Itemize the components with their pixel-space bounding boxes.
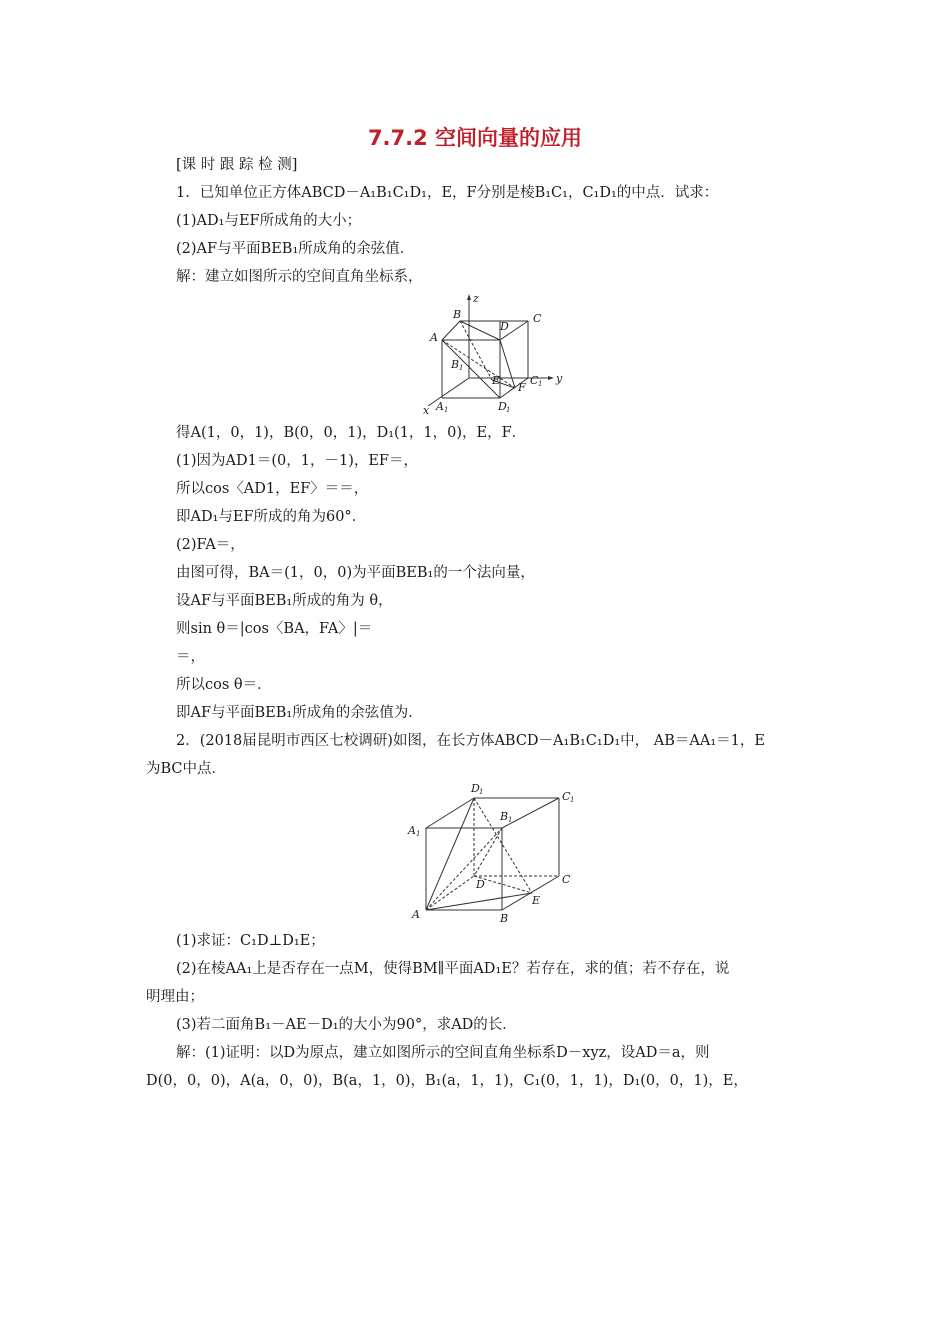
page-title: 7.7.2 空间向量的应用 (367, 126, 583, 150)
fig1-label: E (492, 374, 501, 387)
problem-2-statement-cont: 为BC中点． (146, 761, 227, 777)
fig1-label: D (500, 320, 509, 333)
problem-2-part-3: (3)若二面角B₁－AE－D₁的大小为90°，求AD的长． (176, 1017, 517, 1033)
solution-1-step: 所以cos θ＝． (176, 677, 272, 693)
fig1-label: C (530, 374, 539, 387)
solution-1-conclusion: 即AF与平面BEB₁所成角的余弦值为． (176, 705, 423, 721)
fig1-label: A (430, 331, 438, 344)
fig1-label: 1 (538, 380, 543, 388)
fig1-label: A (436, 400, 444, 413)
fig1-label: z (473, 292, 479, 305)
fig2-label: D (471, 782, 480, 795)
fig2-label: 1 (570, 796, 575, 804)
fig2-label: A (412, 908, 420, 921)
section-heading: [课 时 跟 踪 检 测] (176, 157, 298, 173)
problem-2-part-2-cont: 明理由； (146, 989, 204, 1005)
solution-1-coordinates: 得A(1，0，1)，B(0，0，1)，D₁(1，1，0)，E，F． (176, 425, 527, 441)
fig1-label: B (453, 308, 462, 321)
fig1-label: 1 (444, 406, 449, 414)
fig2-label: C (562, 873, 571, 886)
fig1-label: D (498, 400, 507, 413)
fig2-label: D (476, 878, 485, 891)
fig2-label: E (532, 894, 541, 907)
fig1-label: B (451, 358, 460, 371)
cube-figure (420, 288, 580, 418)
solution-1-step: (2)FA＝， (176, 537, 245, 553)
fig1-label: x (423, 404, 430, 417)
fig2-label: 1 (416, 830, 421, 838)
fig2-label: 1 (508, 816, 513, 824)
fig1-label: 1 (459, 364, 464, 372)
solution-1-step: 则sin θ＝|cos〈BA，FA〉|＝ (176, 621, 373, 637)
problem-1-part-2: (2)AF与平面BEB₁所成角的余弦值． (176, 241, 415, 257)
solution-1-step: 即AD₁与EF所成的角为60°． (176, 509, 367, 525)
problem-1-part-1: (1)AD₁与EF所成角的大小； (176, 213, 362, 229)
problem-2-statement: 2．(2018届昆明市西区七校调研)如图，在长方体ABCD－A₁B₁C₁D₁中， AB＝AA₁＝1，E (176, 733, 765, 749)
fig1-label: C (533, 312, 542, 325)
fig1-label: F (518, 381, 526, 394)
fig2-label: A (408, 824, 416, 837)
fig1-label: y (556, 372, 563, 385)
solution-1-step: (1)因为AD1＝(0，1，－1)，EF＝， (176, 453, 418, 469)
solution-2-intro: 解：(1)证明：以D为原点，建立如图所示的空间直角坐标系D－xyz，设AD＝a，则 (176, 1045, 710, 1061)
fig2-label: 1 (479, 788, 484, 796)
fig2-label: B (500, 810, 509, 823)
solution-2-coordinates: D(0，0，0)，A(a，0，0)，B(a，1，0)，B₁(a，1，1)，C₁(0，1，1)，D₁(0，0，1)，E， (146, 1073, 748, 1089)
solution-1-step: 所以cos〈AD1，EF〉＝＝， (176, 481, 369, 497)
solution-1-step: 设AF与平面BEB₁所成的角为 θ， (176, 593, 393, 609)
solution-1-step: ＝， (176, 649, 205, 665)
solution-1-intro: 解：建立如图所示的空间直角坐标系， (176, 269, 423, 285)
solution-1-step: 由图可得，BA＝(1，0，0)为平面BEB₁的一个法向量， (176, 565, 535, 581)
problem-1-statement: 1．已知单位正方体ABCD－A₁B₁C₁D₁，E，F分别是棱B₁C₁，C₁D₁的中点．试求： (176, 185, 719, 201)
fig2-label: B (500, 912, 509, 925)
fig1-label: 1 (506, 406, 511, 414)
problem-2-part-2: (2)在棱AA₁上是否存在一点M，使得BM∥平面AD₁E？若存在，求的值；若不存在，说 (176, 961, 730, 977)
problem-2-part-1: (1)求证：C₁D⊥D₁E； (176, 933, 325, 949)
fig2-label: C (562, 790, 571, 803)
cuboid-figure (404, 780, 584, 930)
